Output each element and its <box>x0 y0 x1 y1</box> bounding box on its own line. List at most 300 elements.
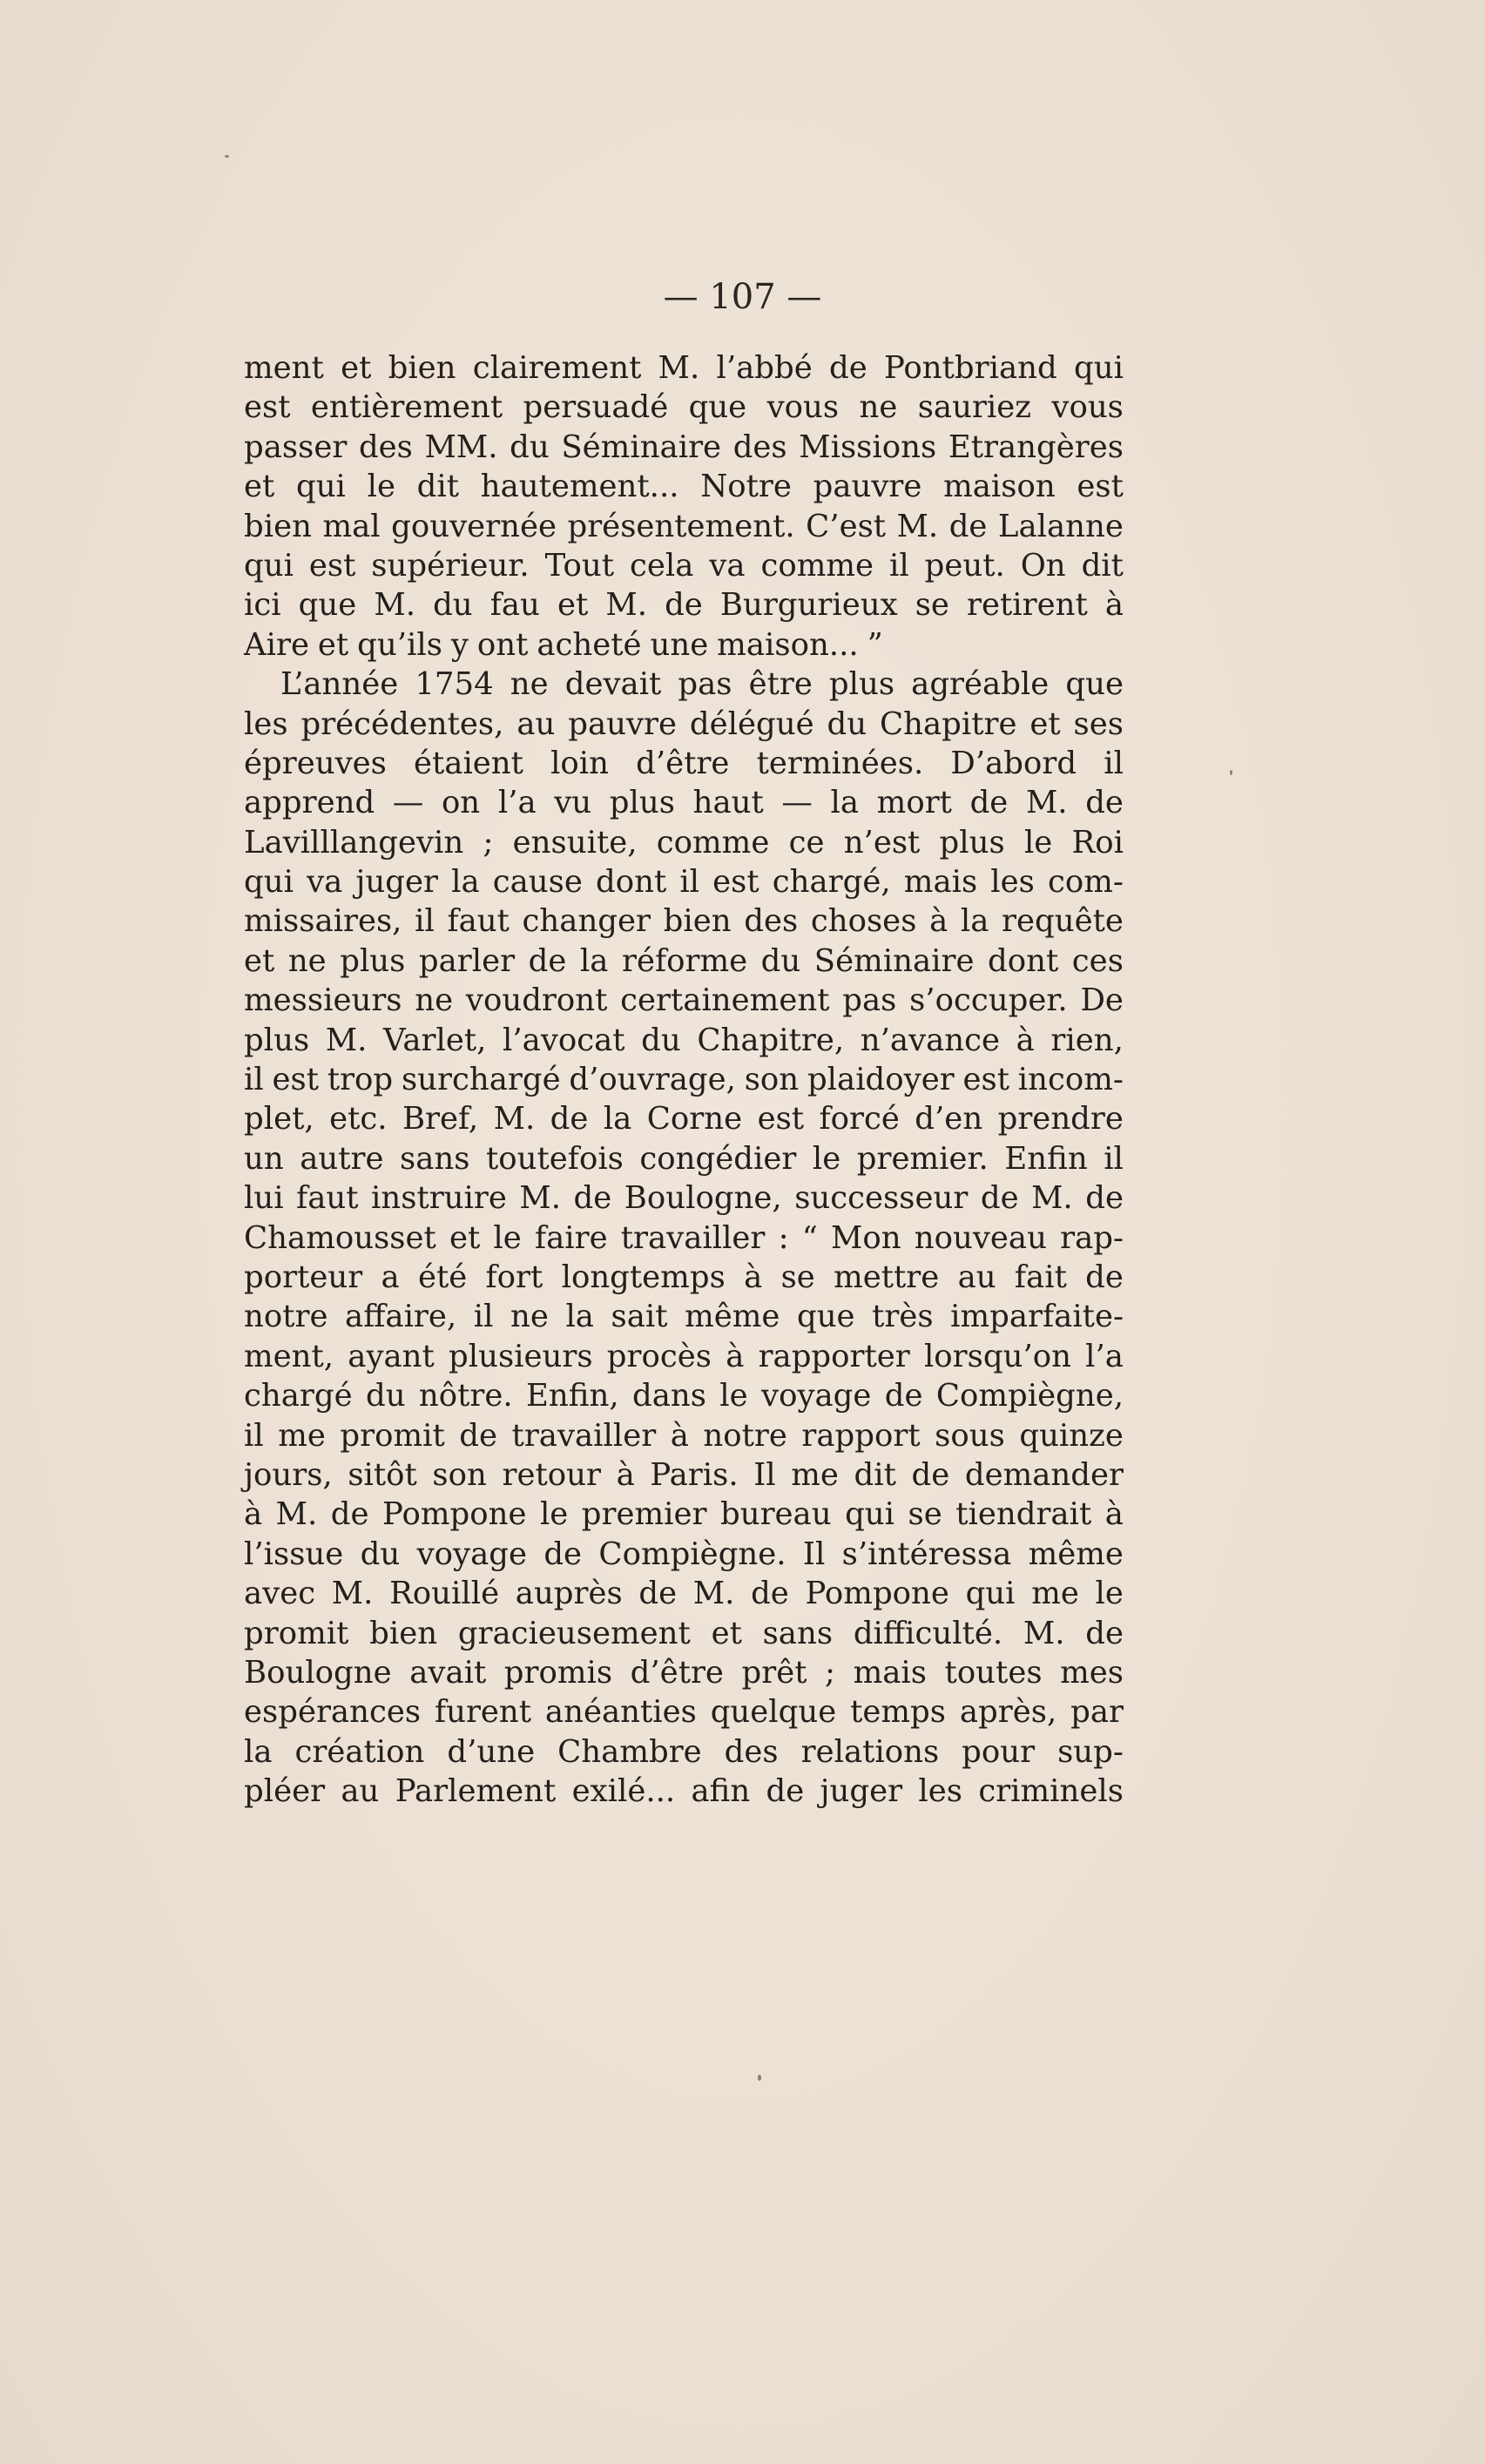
word: M. <box>325 1022 368 1058</box>
paragraph-start-line <box>244 665 1124 704</box>
word: plus <box>609 785 675 821</box>
word: du <box>360 1536 401 1572</box>
word: porteur <box>244 1259 363 1295</box>
word: est <box>962 1062 1009 1098</box>
word: comme <box>656 824 770 861</box>
word: Chambre <box>557 1733 702 1770</box>
word: même <box>1028 1536 1124 1572</box>
word: Lavilllangevin <box>244 824 464 861</box>
word: ne <box>415 982 454 1019</box>
word: il <box>888 547 909 584</box>
word: mal <box>322 508 381 544</box>
word: n’avance <box>860 1022 1001 1058</box>
word: pas <box>842 982 897 1019</box>
word: procès <box>606 1338 712 1374</box>
word: est <box>244 389 291 426</box>
word: chargé, <box>772 864 891 901</box>
paper-speck <box>758 2075 761 2081</box>
word: autre <box>300 1140 384 1177</box>
word: comme <box>760 547 874 584</box>
word: à <box>1104 1496 1124 1533</box>
word: gracieusement <box>457 1615 691 1651</box>
word: plaidoyer <box>807 1062 955 1098</box>
word: ne <box>287 942 327 979</box>
word: M. <box>519 1180 562 1217</box>
word: après, <box>959 1694 1057 1731</box>
word: et <box>449 1219 481 1256</box>
word: Parlement <box>395 1773 557 1810</box>
text-line <box>244 783 1124 822</box>
word: à <box>616 1456 635 1493</box>
word: cause <box>492 864 583 901</box>
word: Il <box>802 1536 826 1572</box>
word: voyage <box>761 1378 872 1414</box>
word: a <box>381 1259 400 1295</box>
word: de <box>573 1180 612 1217</box>
word: D’abord <box>950 745 1077 781</box>
word: quelque <box>710 1694 837 1731</box>
word: avec <box>244 1576 316 1612</box>
word: imparfaite- <box>950 1299 1124 1335</box>
text-line <box>244 467 1124 506</box>
word: de <box>638 1576 678 1612</box>
word: notre <box>244 1299 328 1335</box>
word: me <box>791 1456 839 1493</box>
word: me <box>278 1417 326 1454</box>
word: mes <box>1060 1654 1124 1691</box>
word: épreuves <box>244 745 387 781</box>
word: la <box>244 1733 273 1770</box>
word: plusieurs <box>449 1338 593 1374</box>
word: ne <box>510 666 549 703</box>
word: retour <box>502 1456 601 1493</box>
word: et <box>1029 705 1061 742</box>
word: Compiègne, <box>935 1378 1124 1414</box>
word: MM. <box>424 429 498 465</box>
word: nouveau <box>914 1219 1047 1256</box>
text-line <box>244 1139 1124 1178</box>
word: messieurs <box>244 982 402 1019</box>
text-line <box>244 1060 1124 1099</box>
page-number: — 107 — <box>663 277 822 317</box>
word: de <box>751 1576 789 1612</box>
word: une <box>650 626 709 663</box>
word: mais <box>853 1654 927 1691</box>
text-line <box>244 1535 1124 1574</box>
word: pléer <box>244 1773 326 1810</box>
word: mettre <box>834 1259 940 1295</box>
word: fait <box>1014 1259 1067 1295</box>
word: exilé... <box>571 1773 676 1810</box>
word: ensuite, <box>512 824 638 861</box>
word: qui <box>845 1496 895 1533</box>
word: Chapitre, <box>697 1022 845 1058</box>
word: de <box>766 1773 805 1810</box>
word: bien <box>369 1615 438 1651</box>
word: de <box>969 785 1009 821</box>
word: rapport <box>801 1417 921 1454</box>
word: longtemps <box>561 1259 726 1295</box>
text-line <box>244 942 1124 981</box>
word: M. <box>374 587 415 624</box>
word: des <box>724 1733 779 1770</box>
word: demander <box>964 1456 1124 1493</box>
word: ne <box>510 1299 549 1335</box>
word: sans <box>400 1140 470 1177</box>
word: M. <box>1023 1615 1065 1651</box>
word: Tout <box>544 547 615 584</box>
word: prendre <box>997 1101 1124 1137</box>
word: passer <box>244 429 348 465</box>
word: jours, <box>244 1456 333 1493</box>
word: à <box>1016 1022 1035 1058</box>
word: M. <box>493 1101 536 1137</box>
word: Séminaire <box>561 429 722 465</box>
word: de <box>330 1496 369 1533</box>
text-line <box>244 901 1124 941</box>
word: congédier <box>639 1140 797 1177</box>
word: faut <box>447 903 510 940</box>
word: se <box>780 1259 815 1295</box>
text-line <box>244 1495 1124 1534</box>
word: lorsqu’on <box>923 1338 1071 1374</box>
word: est <box>308 547 356 584</box>
word: très <box>872 1299 934 1335</box>
word: ce <box>788 824 825 861</box>
word: est <box>1077 469 1124 505</box>
word: fau <box>489 587 540 624</box>
text-line <box>244 1337 1124 1376</box>
word: plus <box>244 1022 310 1058</box>
word: chargé <box>244 1378 353 1414</box>
word: lui <box>244 1180 284 1217</box>
word: ; <box>825 1654 836 1691</box>
word: Lalanne <box>997 508 1124 544</box>
word: de <box>911 1456 950 1493</box>
word: il <box>415 903 435 940</box>
word: la <box>565 1299 594 1335</box>
word: il <box>244 1062 264 1098</box>
word: ment <box>244 350 324 386</box>
word: gouvernée <box>391 508 557 544</box>
word: missaires, <box>244 903 402 940</box>
word: mais <box>903 864 978 901</box>
word: sous <box>935 1417 1005 1454</box>
word: M. <box>1025 785 1068 821</box>
word: va <box>709 547 746 584</box>
word: sait <box>611 1299 668 1335</box>
word: le <box>493 1219 522 1256</box>
word: forcé <box>819 1101 900 1137</box>
word: à <box>670 1417 689 1454</box>
word: : <box>778 1219 789 1256</box>
word: est <box>712 864 759 901</box>
word: furent <box>434 1694 532 1731</box>
word: Enfin, <box>526 1378 619 1414</box>
word: de <box>1085 1259 1124 1295</box>
word: tiendrait <box>955 1496 1092 1533</box>
word: les <box>244 705 288 742</box>
word: entièrement <box>310 389 503 426</box>
text-line <box>244 1772 1124 1811</box>
word: qui <box>1074 350 1124 386</box>
word: par <box>1070 1694 1124 1731</box>
word: se <box>908 1496 942 1533</box>
word: relations <box>800 1733 940 1770</box>
text-line <box>244 1614 1124 1653</box>
word: à <box>744 1259 763 1295</box>
word: supérieur. <box>371 547 530 584</box>
word: retirent <box>967 587 1088 624</box>
word: l’abbé <box>716 350 813 386</box>
word: de <box>543 1536 583 1572</box>
word: sitôt <box>348 1456 417 1493</box>
word: M. <box>1031 1180 1073 1217</box>
word: et <box>244 469 275 505</box>
word: plus <box>340 942 406 979</box>
word: faire <box>534 1219 608 1256</box>
word: Corne <box>646 1101 743 1137</box>
word: ces <box>1071 942 1124 979</box>
text-line <box>244 981 1124 1020</box>
word: du <box>365 1378 406 1414</box>
word: ses <box>1073 705 1124 742</box>
word: dit <box>1081 547 1124 584</box>
word: l’issue <box>244 1536 344 1572</box>
text-line <box>244 348 1124 388</box>
word: d’une <box>447 1733 536 1770</box>
word: la <box>960 903 989 940</box>
word: bureau <box>719 1496 832 1533</box>
word: pauvre <box>568 705 678 742</box>
word: me <box>1031 1576 1079 1612</box>
word: M. <box>605 587 647 624</box>
word: successeur <box>794 1180 969 1217</box>
word: travailler <box>511 1417 657 1454</box>
word: étaient <box>414 745 523 781</box>
word: de <box>884 1378 923 1414</box>
word: cela <box>629 547 694 584</box>
word: ici <box>244 587 281 624</box>
word: des <box>358 429 413 465</box>
word: sauriez <box>917 389 1032 426</box>
word: certainement <box>620 982 830 1019</box>
word: On <box>1020 547 1066 584</box>
word: Chapitre <box>879 705 1017 742</box>
word: précédentes, <box>300 705 504 742</box>
text-line <box>244 823 1124 862</box>
word: Il <box>753 1456 776 1493</box>
word: dont <box>595 864 667 901</box>
text-line <box>244 1099 1124 1138</box>
word: réforme <box>621 942 748 979</box>
word: difficulté. <box>853 1615 1003 1651</box>
word: Aire <box>244 626 309 663</box>
word: acheté <box>537 626 642 663</box>
word: le <box>812 1140 841 1177</box>
word: il <box>244 1417 264 1454</box>
word: se <box>915 587 949 624</box>
word: y <box>450 626 469 663</box>
text-line <box>244 1653 1124 1692</box>
word: au <box>957 1259 996 1295</box>
word: l’a <box>1085 1338 1124 1374</box>
word: de <box>550 1101 589 1137</box>
text-line <box>244 744 1124 783</box>
word: peut. <box>924 547 1005 584</box>
word: que <box>298 587 357 624</box>
word: il <box>679 864 700 901</box>
word: dit <box>854 1456 896 1493</box>
word: juger <box>820 1773 903 1810</box>
text-line <box>244 1574 1124 1613</box>
word: dit <box>416 469 460 505</box>
word: son <box>744 1062 800 1098</box>
word: promis <box>503 1654 613 1691</box>
word: surchargé <box>401 1062 561 1098</box>
word: juger <box>355 864 438 901</box>
word: du <box>760 942 801 979</box>
word: les <box>990 864 1035 901</box>
word: et <box>557 587 589 624</box>
word: n’est <box>843 824 921 861</box>
word: Varlet, <box>383 1022 487 1058</box>
word: anéanties <box>544 1694 697 1731</box>
word: parler <box>418 942 516 979</box>
word: auprès <box>515 1576 623 1612</box>
text-line <box>244 1178 1124 1218</box>
word: Bref, <box>402 1101 479 1137</box>
body-text <box>244 348 1124 1811</box>
word: faut <box>296 1180 359 1217</box>
word: clairement <box>472 350 642 386</box>
word: l’avocat <box>503 1022 625 1058</box>
word: promit <box>340 1417 445 1454</box>
word: afin <box>691 1773 751 1810</box>
word: Pontbriand <box>883 350 1057 386</box>
word: trop <box>327 1062 394 1098</box>
text-line <box>244 1218 1124 1258</box>
text-line <box>244 507 1124 546</box>
word: de <box>829 350 867 386</box>
text-line <box>244 546 1124 585</box>
text-line <box>244 1732 1124 1772</box>
word: on <box>441 785 481 821</box>
word: que <box>796 1299 855 1335</box>
word: rapporter <box>758 1338 910 1374</box>
paper-speck <box>225 155 229 158</box>
word: toutefois <box>486 1140 624 1177</box>
word: affaire, <box>345 1299 457 1335</box>
text-line <box>244 1455 1124 1495</box>
word: la <box>451 864 480 901</box>
word: à <box>726 1338 745 1374</box>
word: devait <box>564 666 662 703</box>
word: d’être <box>630 1654 724 1691</box>
word: apprend <box>244 785 375 821</box>
word: persuadé <box>523 389 669 426</box>
text-line <box>244 625 1124 665</box>
word: notre <box>703 1417 787 1454</box>
text-line <box>244 862 1124 901</box>
word: du <box>510 429 550 465</box>
word: qui <box>965 1576 1016 1612</box>
word: hautement... <box>480 469 679 505</box>
word: “ <box>801 1219 818 1256</box>
word: com- <box>1048 864 1124 901</box>
word: rap- <box>1060 1219 1124 1256</box>
word: de <box>1085 1615 1124 1651</box>
word: du <box>827 705 867 742</box>
word: premier. <box>856 1140 989 1177</box>
word: que <box>1065 666 1124 703</box>
word: nôtre. <box>418 1378 513 1414</box>
word: qui <box>244 864 294 901</box>
word: il <box>1104 745 1124 781</box>
text-line <box>244 428 1124 467</box>
word: maison... <box>717 626 859 663</box>
word: le <box>539 1496 569 1533</box>
word: fort <box>485 1259 543 1295</box>
word: bien <box>388 350 456 386</box>
word: s’intéressa <box>841 1536 1012 1572</box>
word: présentement. <box>567 508 795 544</box>
word: création <box>294 1733 425 1770</box>
word: quinze <box>1019 1417 1124 1454</box>
word: choses <box>810 903 917 940</box>
word: plet, <box>244 1101 314 1137</box>
word: son <box>432 1456 487 1493</box>
word: M. <box>658 350 700 386</box>
word: M. <box>275 1496 318 1533</box>
word: Mon <box>831 1219 901 1256</box>
word: — <box>781 785 813 821</box>
text-line <box>244 1297 1124 1336</box>
word: vu <box>554 785 592 821</box>
word: du <box>433 587 473 624</box>
word: ment, <box>244 1338 334 1374</box>
text-line <box>244 388 1124 427</box>
word: dans <box>631 1378 706 1414</box>
word: voyage <box>416 1536 527 1572</box>
word: été <box>417 1259 468 1295</box>
word: qui <box>244 547 294 584</box>
word: des <box>744 903 799 940</box>
word: de <box>1085 1180 1124 1217</box>
text-line <box>244 1416 1124 1455</box>
word: il <box>473 1299 494 1335</box>
word: travailler <box>620 1219 766 1256</box>
word: mort <box>876 785 952 821</box>
word: maison <box>943 469 1056 505</box>
word: Pompone <box>382 1496 527 1533</box>
text-line <box>244 585 1124 624</box>
word: d’en <box>915 1101 983 1137</box>
word: que <box>688 389 747 426</box>
word: Séminaire <box>813 942 975 979</box>
text-line <box>244 1692 1124 1732</box>
word: s’occuper. <box>909 982 1068 1019</box>
word: plus <box>828 666 895 703</box>
word: est <box>757 1101 805 1137</box>
word: M. <box>896 508 939 544</box>
word: au <box>516 705 556 742</box>
word: de <box>980 1180 1019 1217</box>
word: incom- <box>1017 1062 1124 1098</box>
word: du <box>641 1022 681 1058</box>
word: espérances <box>244 1694 422 1731</box>
word: pas <box>678 666 732 703</box>
